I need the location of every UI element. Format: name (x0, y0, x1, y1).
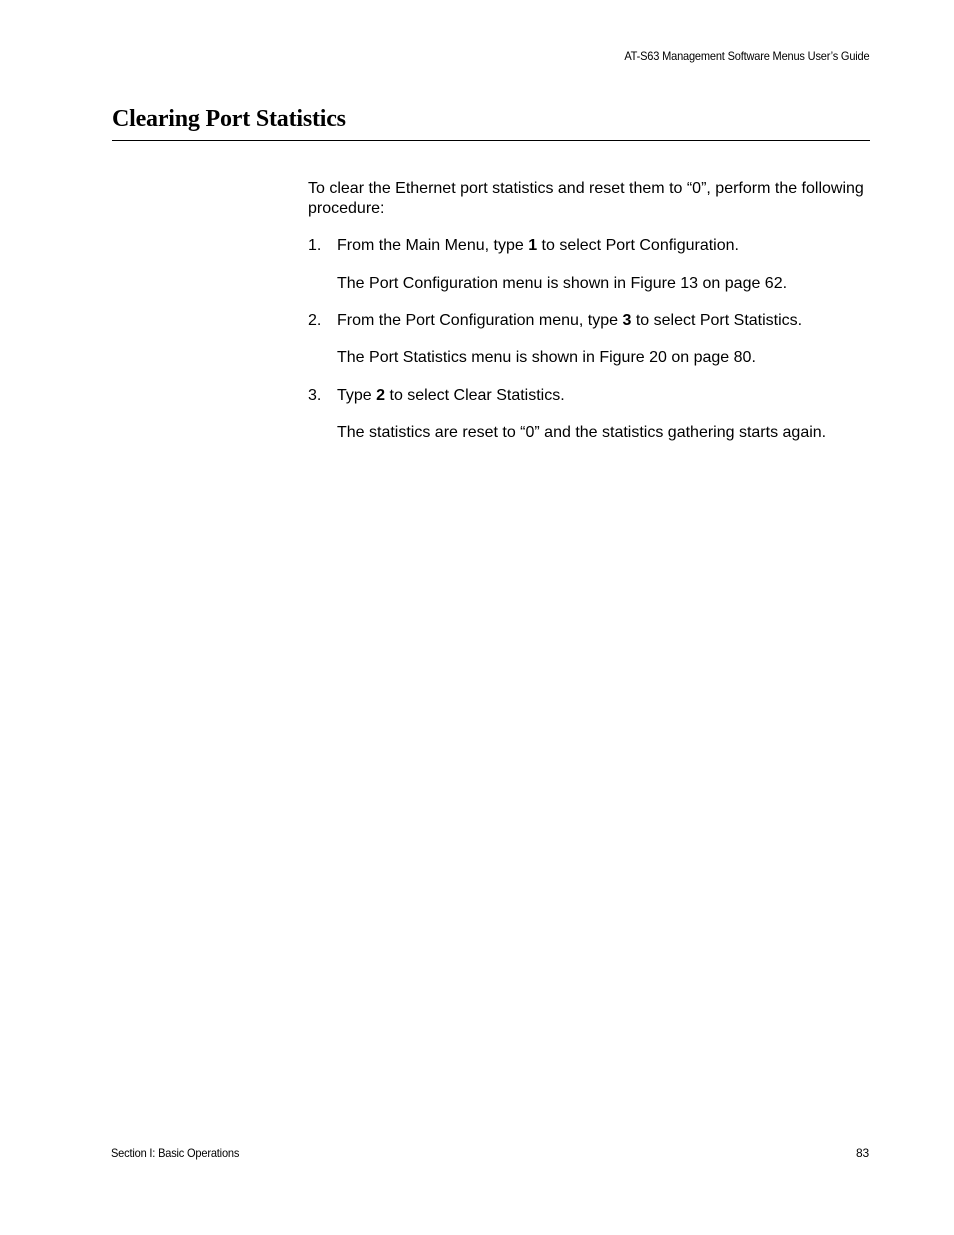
step-key: 2 (376, 387, 386, 404)
step-text (337, 311, 802, 331)
step-number: 3. (308, 387, 322, 404)
step-1-note: The Port Configuration menu is shown in Figure 13 on page 62. (337, 275, 788, 292)
running-header: AT-S63 Management Software Menus User’s Guide (623, 49, 869, 63)
heading-divider (112, 140, 870, 141)
footer-page-number: 83 (856, 1146, 869, 1160)
step-text-before: From the Port Configuration menu, type (337, 312, 623, 329)
step-text-after: to select Port Configuration. (537, 237, 739, 254)
step-number: 1. (308, 237, 322, 254)
step-text-after: to select Clear Statistics. (385, 387, 565, 404)
intro-paragraph: To clear the Ethernet port statistics and reset them to “0”, perform the following procedure: (308, 180, 864, 217)
footer-section-label: Section I: Basic Operations (111, 1146, 240, 1160)
step-text-before: From the Main Menu, type (337, 237, 529, 254)
step-3-note: The statistics are reset to “0” and the statistics gathering starts again. (337, 424, 827, 441)
step-2-note: The Port Statistics menu is shown in Figure 20 on page 80. (337, 349, 756, 366)
step-text-before: Type (337, 387, 377, 404)
step-key: 1 (528, 237, 538, 254)
step-text (337, 386, 565, 406)
section-title: Clearing Port Statistics (112, 106, 346, 132)
step-number: 2. (308, 312, 322, 329)
step-key: 3 (622, 312, 632, 329)
step-text (337, 236, 739, 256)
step-text-after: to select Port Statistics. (631, 312, 803, 329)
